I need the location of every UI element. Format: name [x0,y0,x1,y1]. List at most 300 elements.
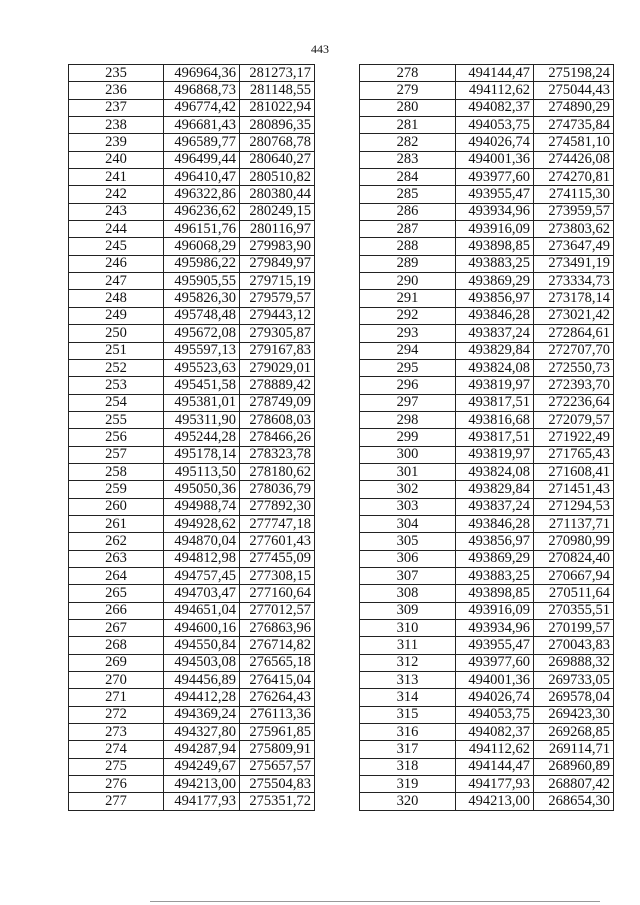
x-coordinate-cell: 493934,96 [456,620,534,637]
y-coordinate-cell: 280510,82 [240,169,315,186]
y-coordinate-cell: 278180,62 [240,463,315,480]
point-number-cell: 263 [69,550,164,567]
point-number-cell: 253 [69,377,164,394]
point-number-cell: 262 [69,533,164,550]
y-coordinate-cell: 276714,82 [240,637,315,654]
x-coordinate-cell: 493883,25 [456,255,534,272]
point-number-cell: 250 [69,325,164,342]
table-row [69,741,315,758]
point-number-cell: 251 [69,342,164,359]
y-coordinate-cell: 277892,30 [240,498,315,515]
table-row [69,585,315,602]
point-number-cell: 261 [69,515,164,532]
y-coordinate-cell: 269733,05 [534,672,614,689]
table-row [360,377,614,394]
x-coordinate-cell: 495451,58 [164,377,240,394]
y-coordinate-cell: 279849,97 [240,255,315,272]
y-coordinate-cell: 270043,83 [534,637,614,654]
point-number-cell: 258 [69,463,164,480]
y-coordinate-cell: 276264,43 [240,689,315,706]
x-coordinate-cell: 493955,47 [456,186,534,203]
y-coordinate-cell: 279305,87 [240,325,315,342]
x-coordinate-cell: 495986,22 [164,255,240,272]
table-row [360,620,614,637]
table-row [69,273,315,290]
y-coordinate-cell: 275809,91 [240,741,315,758]
y-coordinate-cell: 268960,89 [534,758,614,775]
y-coordinate-cell: 277160,64 [240,585,315,602]
point-number-cell: 235 [69,65,164,82]
page-number: 443 [311,42,329,56]
x-coordinate-cell: 493883,25 [456,567,534,584]
point-number-cell: 254 [69,394,164,411]
point-number-cell: 298 [360,411,456,428]
x-coordinate-cell: 493817,51 [456,429,534,446]
y-coordinate-cell: 274735,84 [534,117,614,134]
table-row [69,151,315,168]
table-row [360,221,614,238]
y-coordinate-cell: 279983,90 [240,238,315,255]
point-number-cell: 299 [360,429,456,446]
y-coordinate-cell: 275657,57 [240,758,315,775]
y-coordinate-cell: 277455,09 [240,550,315,567]
x-coordinate-cell: 493817,51 [456,394,534,411]
point-number-cell: 294 [360,342,456,359]
y-coordinate-cell: 276565,18 [240,654,315,671]
y-coordinate-cell: 268807,42 [534,776,614,793]
table-row [360,82,614,99]
y-coordinate-cell: 279579,57 [240,290,315,307]
x-coordinate-cell: 493916,09 [456,221,534,238]
x-coordinate-cell: 496964,36 [164,65,240,82]
x-coordinate-cell: 495748,48 [164,307,240,324]
y-coordinate-cell: 271765,43 [534,446,614,463]
point-number-cell: 303 [360,498,456,515]
x-coordinate-cell: 494369,24 [164,706,240,723]
x-coordinate-cell: 496322,86 [164,186,240,203]
x-coordinate-cell: 494112,62 [456,82,534,99]
point-number-cell: 287 [360,221,456,238]
x-coordinate-cell: 493869,29 [456,550,534,567]
point-number-cell: 293 [360,325,456,342]
y-coordinate-cell: 280768,78 [240,134,315,151]
x-coordinate-cell: 495826,30 [164,290,240,307]
point-number-cell: 255 [69,411,164,428]
x-coordinate-cell: 494703,47 [164,585,240,602]
y-coordinate-cell: 273803,62 [534,221,614,238]
point-number-cell: 317 [360,741,456,758]
table-row [360,290,614,307]
y-coordinate-cell: 272550,73 [534,359,614,376]
point-number-cell: 311 [360,637,456,654]
x-coordinate-cell: 494928,62 [164,515,240,532]
table-row [360,411,614,428]
table-row [69,203,315,220]
x-coordinate-cell: 496868,73 [164,82,240,99]
table-row [69,637,315,654]
table-row [360,307,614,324]
y-coordinate-cell: 275351,72 [240,793,315,810]
point-number-cell: 247 [69,273,164,290]
y-coordinate-cell: 270980,99 [534,533,614,550]
x-coordinate-cell: 495311,90 [164,411,240,428]
y-coordinate-cell: 270511,64 [534,585,614,602]
point-number-cell: 242 [69,186,164,203]
table-row [69,654,315,671]
table-row [69,238,315,255]
point-number-cell: 260 [69,498,164,515]
x-coordinate-cell: 493916,09 [456,602,534,619]
table-row [360,724,614,741]
table-row [69,377,315,394]
y-coordinate-cell: 271922,49 [534,429,614,446]
x-coordinate-cell: 494757,45 [164,567,240,584]
point-number-cell: 283 [360,151,456,168]
x-coordinate-cell: 494053,75 [456,706,534,723]
x-coordinate-cell: 496774,42 [164,99,240,116]
y-coordinate-cell: 277747,18 [240,515,315,532]
x-coordinate-cell: 493856,97 [456,290,534,307]
x-coordinate-cell: 494812,98 [164,550,240,567]
table-row [360,394,614,411]
x-coordinate-cell: 495381,01 [164,394,240,411]
y-coordinate-cell: 279167,83 [240,342,315,359]
point-number-cell: 285 [360,186,456,203]
x-coordinate-cell: 493824,08 [456,463,534,480]
y-coordinate-cell: 273491,19 [534,255,614,272]
x-coordinate-cell: 494053,75 [456,117,534,134]
y-coordinate-cell: 281022,94 [240,99,315,116]
x-coordinate-cell: 494870,04 [164,533,240,550]
table-row [360,637,614,654]
y-coordinate-cell: 280640,27 [240,151,315,168]
table-row [360,134,614,151]
x-coordinate-cell: 493977,60 [456,169,534,186]
y-coordinate-cell: 278889,42 [240,377,315,394]
y-coordinate-cell: 271294,53 [534,498,614,515]
table-row [69,82,315,99]
y-coordinate-cell: 271451,43 [534,481,614,498]
x-coordinate-cell: 495672,08 [164,325,240,342]
y-coordinate-cell: 281273,17 [240,65,315,82]
table-row [69,758,315,775]
point-number-cell: 264 [69,567,164,584]
point-number-cell: 249 [69,307,164,324]
point-number-cell: 289 [360,255,456,272]
table-row [360,706,614,723]
table-row [360,602,614,619]
table-row [360,65,614,82]
y-coordinate-cell: 269114,71 [534,741,614,758]
y-coordinate-cell: 270824,40 [534,550,614,567]
point-number-cell: 273 [69,724,164,741]
y-coordinate-cell: 277308,15 [240,567,315,584]
point-number-cell: 302 [360,481,456,498]
y-coordinate-cell: 278749,09 [240,394,315,411]
x-coordinate-cell: 495905,55 [164,273,240,290]
x-coordinate-cell: 494600,16 [164,620,240,637]
point-number-cell: 259 [69,481,164,498]
point-number-cell: 237 [69,99,164,116]
x-coordinate-cell: 495597,13 [164,342,240,359]
y-coordinate-cell: 275504,83 [240,776,315,793]
y-coordinate-cell: 270355,51 [534,602,614,619]
table-row [360,550,614,567]
point-number-cell: 284 [360,169,456,186]
table-row [360,463,614,480]
table-row [360,117,614,134]
point-number-cell: 276 [69,776,164,793]
y-coordinate-cell: 269423,30 [534,706,614,723]
y-coordinate-cell: 278608,03 [240,411,315,428]
x-coordinate-cell: 493829,84 [456,481,534,498]
table-row [69,429,315,446]
point-number-cell: 304 [360,515,456,532]
y-coordinate-cell: 268654,30 [534,793,614,810]
x-coordinate-cell: 493829,84 [456,342,534,359]
table-row [69,325,315,342]
table-row [360,689,614,706]
point-number-cell: 244 [69,221,164,238]
point-number-cell: 312 [360,654,456,671]
point-number-cell: 239 [69,134,164,151]
table-row [69,342,315,359]
y-coordinate-cell: 275198,24 [534,65,614,82]
point-number-cell: 272 [69,706,164,723]
table-row [360,481,614,498]
point-number-cell: 267 [69,620,164,637]
table-row [69,533,315,550]
point-number-cell: 274 [69,741,164,758]
bottom-edge-line [150,901,600,902]
x-coordinate-cell: 494001,36 [456,151,534,168]
x-coordinate-cell: 494503,08 [164,654,240,671]
x-coordinate-cell: 494651,04 [164,602,240,619]
y-coordinate-cell: 274890,29 [534,99,614,116]
table-row [360,515,614,532]
point-number-cell: 307 [360,567,456,584]
point-number-cell: 308 [360,585,456,602]
coordinates-table-right [359,64,614,811]
x-coordinate-cell: 494144,47 [456,65,534,82]
y-coordinate-cell: 276863,96 [240,620,315,637]
x-coordinate-cell: 493898,85 [456,585,534,602]
point-number-cell: 305 [360,533,456,550]
x-coordinate-cell: 496499,44 [164,151,240,168]
table-row [360,758,614,775]
x-coordinate-cell: 493846,28 [456,307,534,324]
table-row [69,481,315,498]
table-row [69,463,315,480]
point-number-cell: 245 [69,238,164,255]
point-number-cell: 241 [69,169,164,186]
table-row [360,273,614,290]
table-row [360,186,614,203]
table-row [360,429,614,446]
x-coordinate-cell: 494026,74 [456,134,534,151]
point-number-cell: 269 [69,654,164,671]
point-number-cell: 270 [69,672,164,689]
y-coordinate-cell: 278036,79 [240,481,315,498]
y-coordinate-cell: 275961,85 [240,724,315,741]
y-coordinate-cell: 276113,36 [240,706,315,723]
point-number-cell: 238 [69,117,164,134]
point-number-cell: 257 [69,446,164,463]
y-coordinate-cell: 273334,73 [534,273,614,290]
table-row [69,550,315,567]
x-coordinate-cell: 494177,93 [164,793,240,810]
y-coordinate-cell: 272236,64 [534,394,614,411]
table-row [360,585,614,602]
x-coordinate-cell: 493934,96 [456,203,534,220]
coordinates-table-left [68,64,315,811]
point-number-cell: 240 [69,151,164,168]
point-number-cell: 316 [360,724,456,741]
table-row [360,533,614,550]
x-coordinate-cell: 493819,97 [456,377,534,394]
point-number-cell: 275 [69,758,164,775]
x-coordinate-cell: 495178,14 [164,446,240,463]
point-number-cell: 278 [360,65,456,82]
table-row [360,238,614,255]
x-coordinate-cell: 495523,63 [164,359,240,376]
point-number-cell: 290 [360,273,456,290]
y-coordinate-cell: 271137,71 [534,515,614,532]
y-coordinate-cell: 273647,49 [534,238,614,255]
y-coordinate-cell: 272707,70 [534,342,614,359]
x-coordinate-cell: 493955,47 [456,637,534,654]
point-number-cell: 280 [360,99,456,116]
point-number-cell: 265 [69,585,164,602]
x-coordinate-cell: 494327,80 [164,724,240,741]
point-number-cell: 318 [360,758,456,775]
table-row [69,134,315,151]
y-coordinate-cell: 273959,57 [534,203,614,220]
point-number-cell: 252 [69,359,164,376]
y-coordinate-cell: 279443,12 [240,307,315,324]
x-coordinate-cell: 496151,76 [164,221,240,238]
table-row [69,307,315,324]
x-coordinate-cell: 493869,29 [456,273,534,290]
x-coordinate-cell: 493816,68 [456,411,534,428]
point-number-cell: 282 [360,134,456,151]
x-coordinate-cell: 496236,62 [164,203,240,220]
point-number-cell: 309 [360,602,456,619]
y-coordinate-cell: 281148,55 [240,82,315,99]
y-coordinate-cell: 278466,26 [240,429,315,446]
x-coordinate-cell: 494456,89 [164,672,240,689]
table-row [360,169,614,186]
x-coordinate-cell: 493824,08 [456,359,534,376]
table-row [360,793,614,810]
y-coordinate-cell: 277012,57 [240,602,315,619]
y-coordinate-cell: 272864,61 [534,325,614,342]
table-row [69,169,315,186]
x-coordinate-cell: 494287,94 [164,741,240,758]
x-coordinate-cell: 494082,37 [456,99,534,116]
table-row [360,203,614,220]
point-number-cell: 306 [360,550,456,567]
x-coordinate-cell: 494112,62 [456,741,534,758]
table-row [69,567,315,584]
table-row [360,741,614,758]
x-coordinate-cell: 493819,97 [456,446,534,463]
table-row [69,186,315,203]
y-coordinate-cell: 279715,19 [240,273,315,290]
table-row [69,446,315,463]
x-coordinate-cell: 493837,24 [456,325,534,342]
y-coordinate-cell: 273021,42 [534,307,614,324]
y-coordinate-cell: 274426,08 [534,151,614,168]
point-number-cell: 319 [360,776,456,793]
point-number-cell: 248 [69,290,164,307]
table-row [69,689,315,706]
y-coordinate-cell: 269268,85 [534,724,614,741]
point-number-cell: 279 [360,82,456,99]
table-row [360,776,614,793]
table-row [360,325,614,342]
point-number-cell: 266 [69,602,164,619]
x-coordinate-cell: 494213,00 [164,776,240,793]
x-coordinate-cell: 494249,67 [164,758,240,775]
table-row [69,498,315,515]
table-row [69,359,315,376]
y-coordinate-cell: 276415,04 [240,672,315,689]
table-row [69,620,315,637]
y-coordinate-cell: 272079,57 [534,411,614,428]
y-coordinate-cell: 272393,70 [534,377,614,394]
y-coordinate-cell: 278323,78 [240,446,315,463]
point-number-cell: 292 [360,307,456,324]
point-number-cell: 315 [360,706,456,723]
x-coordinate-cell: 494988,74 [164,498,240,515]
table-row [360,151,614,168]
y-coordinate-cell: 269888,32 [534,654,614,671]
point-number-cell: 295 [360,359,456,376]
point-number-cell: 256 [69,429,164,446]
y-coordinate-cell: 270667,94 [534,567,614,584]
point-number-cell: 320 [360,793,456,810]
point-number-cell: 246 [69,255,164,272]
point-number-cell: 286 [360,203,456,220]
y-coordinate-cell: 280380,44 [240,186,315,203]
y-coordinate-cell: 280896,35 [240,117,315,134]
table-row [69,724,315,741]
y-coordinate-cell: 274581,10 [534,134,614,151]
x-coordinate-cell: 493856,97 [456,533,534,550]
y-coordinate-cell: 279029,01 [240,359,315,376]
point-number-cell: 243 [69,203,164,220]
x-coordinate-cell: 493837,24 [456,498,534,515]
table-row [69,221,315,238]
point-number-cell: 268 [69,637,164,654]
x-coordinate-cell: 495244,28 [164,429,240,446]
table-row [360,446,614,463]
table-row [69,65,315,82]
x-coordinate-cell: 494550,84 [164,637,240,654]
table-row [360,567,614,584]
table-row [360,99,614,116]
y-coordinate-cell: 270199,57 [534,620,614,637]
table-row [360,498,614,515]
y-coordinate-cell: 269578,04 [534,689,614,706]
y-coordinate-cell: 277601,43 [240,533,315,550]
y-coordinate-cell: 275044,43 [534,82,614,99]
table-row [69,117,315,134]
table-row [69,394,315,411]
x-coordinate-cell: 494082,37 [456,724,534,741]
y-coordinate-cell: 274115,30 [534,186,614,203]
